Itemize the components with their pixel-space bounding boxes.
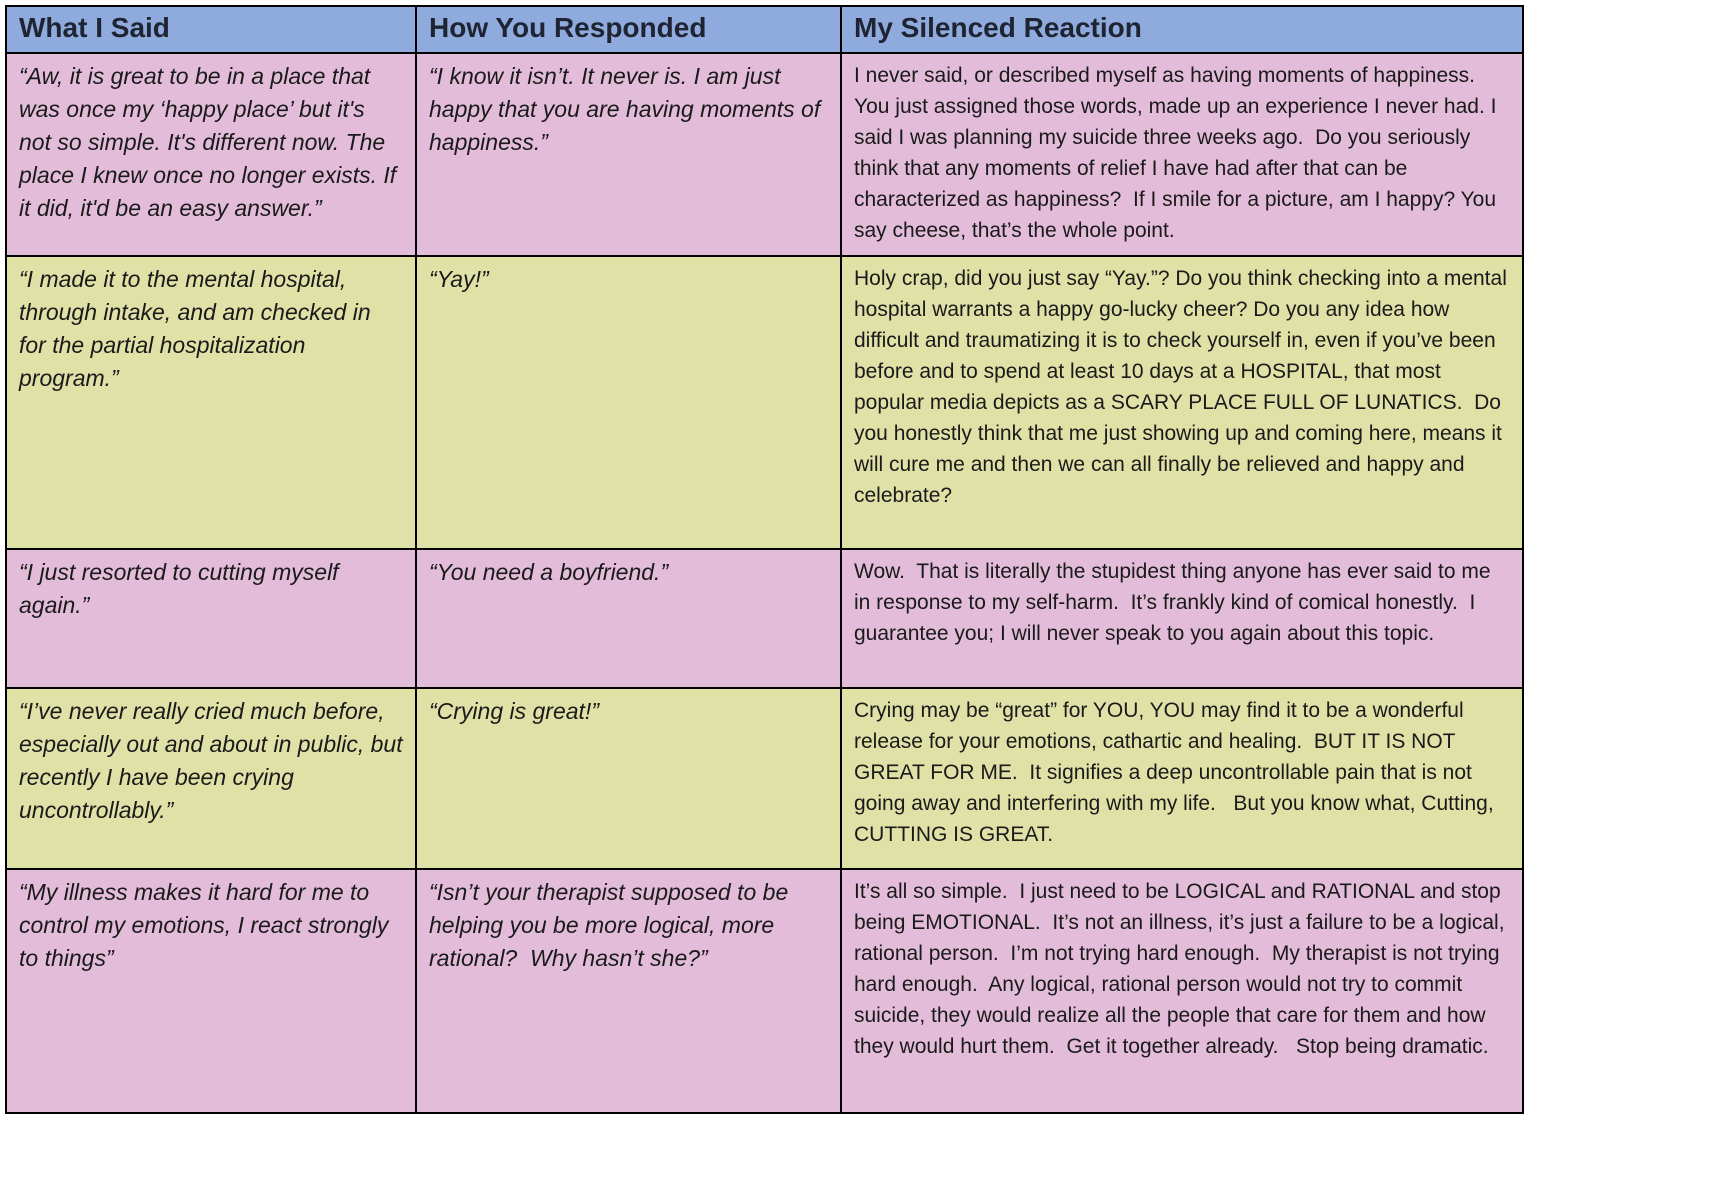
cell-my-silenced-reaction: I never said, or described myself as having moments of happiness. You just assigned those words, made up an experience I never had. I said I was planning my suicide three weeks ago. Do you seriously think that any moments of relief I have had after that can be characterized as happiness? If I smile for a picture, am I happy? You say cheese, that’s the whole point.	[841, 53, 1523, 256]
column-header-how-you-responded: How You Responded	[416, 6, 841, 53]
cell-what-i-said: “Aw, it is great to be in a place that was once my ‘happy place’ but it's not so simple. It's different now. The place I knew once no longer exists. If it did, it'd be an easy answer.”	[6, 53, 416, 256]
cell-how-you-responded: “Isn’t your therapist supposed to be helping you be more logical, more rational? Why hasn’t she?”	[416, 869, 841, 1113]
cell-how-you-responded: “You need a boyfriend.”	[416, 549, 841, 688]
cell-my-silenced-reaction: Wow. That is literally the stupidest thing anyone has ever said to me in response to my self-harm. It’s frankly kind of comical honestly. I guarantee you; I will never speak to you again about this topic.	[841, 549, 1523, 688]
table-row	[6, 256, 1523, 549]
column-header-my-silenced-reaction: My Silenced Reaction	[841, 6, 1523, 53]
table-row	[6, 869, 1523, 1113]
column-header-what-i-said: What I Said	[6, 6, 416, 53]
table-row	[6, 688, 1523, 869]
cell-what-i-said: “I just resorted to cutting myself again.”	[6, 549, 416, 688]
cell-my-silenced-reaction: It’s all so simple. I just need to be LOGICAL and RATIONAL and stop being EMOTIONAL. It’s not an illness, it’s just a failure to be a logical, rational person. I’m not trying hard enough. My therapist is not trying hard enough. Any logical, rational person would not try to commit suicide, they would realize all the people that care for them and how they would hurt them. Get it together already. Stop being dramatic.	[841, 869, 1523, 1113]
cell-my-silenced-reaction: Crying may be “great” for YOU, YOU may find it to be a wonderful release for your emotions, cathartic and healing. BUT IT IS NOT GREAT FOR ME. It signifies a deep uncontrollable pain that is not going away and interfering with my life. But you know what, Cutting, CUTTING IS GREAT.	[841, 688, 1523, 869]
conversation-table	[5, 5, 1524, 1114]
cell-what-i-said: “I’ve never really cried much before, especially out and about in public, but recently I have been crying uncontrollably.”	[6, 688, 416, 869]
header-row	[6, 6, 1523, 53]
cell-what-i-said: “I made it to the mental hospital, through intake, and am checked in for the partial hospitalization program.”	[6, 256, 416, 549]
table-row	[6, 53, 1523, 256]
cell-my-silenced-reaction: Holy crap, did you just say “Yay.”? Do you think checking into a mental hospital warrants a happy go-lucky cheer? Do you any idea how difficult and traumatizing it is to check yourself in, even if you’ve been before and to spend at least 10 days at a HOSPITAL, that most popular media depicts as a SCARY PLACE FULL OF LUNATICS. Do you honestly think that me just showing up and coming here, means it will cure me and then we can all finally be relieved and happy and celebrate?	[841, 256, 1523, 549]
cell-how-you-responded: “I know it isn’t. It never is. I am just happy that you are having moments of happiness.”	[416, 53, 841, 256]
cell-what-i-said: “My illness makes it hard for me to control my emotions, I react strongly to things”	[6, 869, 416, 1113]
cell-how-you-responded: “Yay!”	[416, 256, 841, 549]
table-row	[6, 549, 1523, 688]
cell-how-you-responded: “Crying is great!”	[416, 688, 841, 869]
